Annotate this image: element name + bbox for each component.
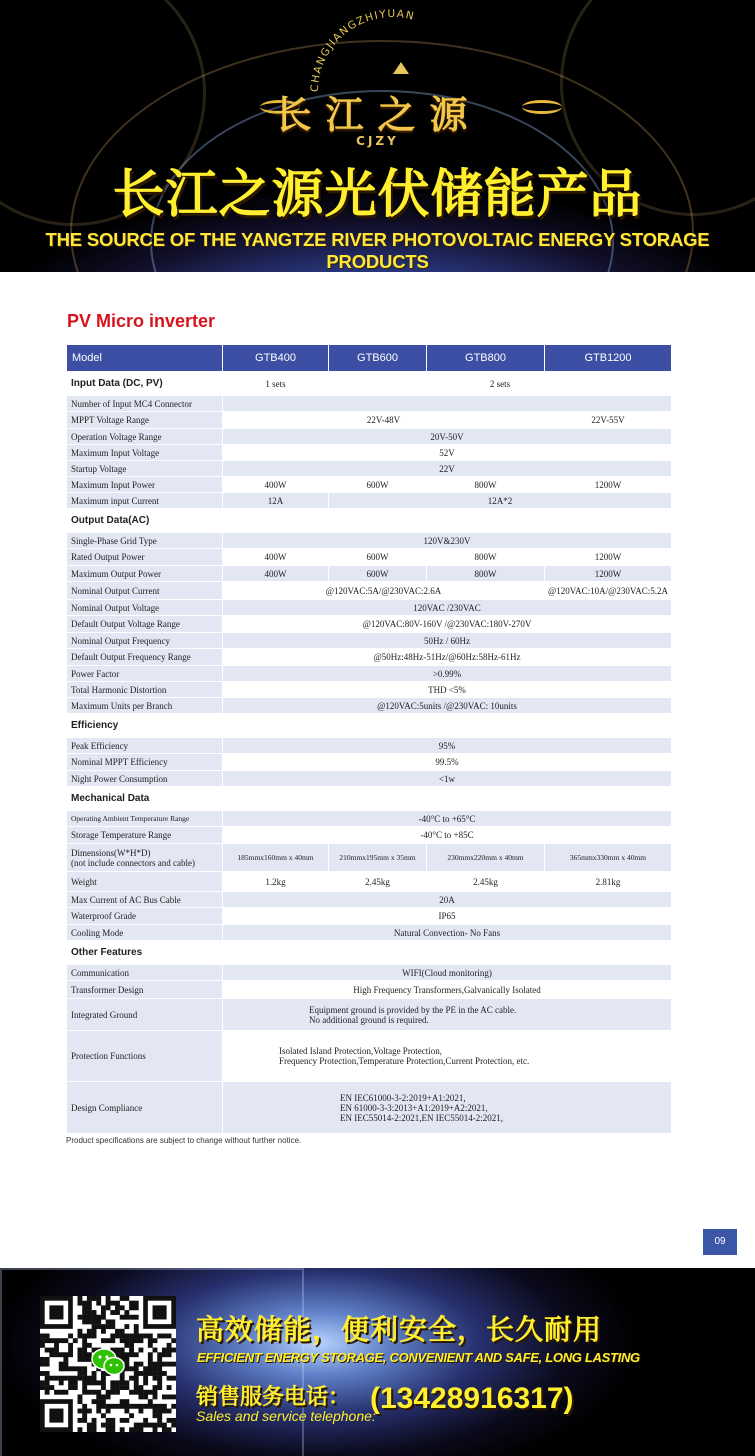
section-title: Mechanical Data: [67, 787, 223, 811]
qr-finder-square: [49, 1409, 63, 1423]
table-header-row: [67, 345, 672, 372]
row-label: Maximum Output Power: [67, 566, 223, 582]
table-row: [67, 649, 672, 666]
row-label: Storage Temperature Range: [67, 827, 223, 844]
row-label: Nominal Output Frequency: [67, 633, 223, 649]
footer-slogan-cn: 高效储能，便利安全，长久耐用: [196, 1313, 603, 1346]
section-title: Input Data (DC, PV): [67, 372, 223, 396]
row-label: Single-Phase Grid Type: [67, 533, 223, 549]
footer-banner: [0, 1268, 755, 1456]
table-row: [67, 477, 672, 493]
cell: 2.45kg: [427, 872, 545, 892]
cell: @120VAC:5A/@230VAC:2.6A: [223, 582, 545, 600]
cell: 800W: [427, 566, 545, 582]
cell: 22V-55V: [545, 412, 672, 429]
cell: 1200W: [545, 477, 672, 493]
table-row: [67, 600, 672, 616]
page-number: 09: [703, 1229, 737, 1255]
cell: 185mmx160mm x 40mm: [223, 844, 329, 872]
row-label: Transformer Design: [67, 981, 223, 999]
cell: @120VAC:80V-160V /@230VAC:180V-270V: [223, 616, 672, 633]
banner-title: 长江之源光伏储能产品: [112, 165, 643, 225]
row-label: Cooling Mode: [67, 925, 223, 941]
row-label: Weight: [67, 872, 223, 892]
row-label: Operation Voltage Range: [67, 429, 223, 445]
table-row: [67, 582, 672, 600]
row-label: Power Factor: [67, 666, 223, 682]
cell: 800W: [427, 549, 545, 566]
cell: 22V-48V: [223, 412, 545, 429]
row-label: MPPT Voltage Range: [67, 412, 223, 429]
model-gtb600: GTB600: [329, 345, 427, 372]
row-label: Maximum Input Voltage: [67, 445, 223, 461]
cell: [223, 509, 672, 533]
cell: 12A: [223, 493, 329, 509]
logo-arc-text: CHANGJIANGZHIYUAN: [308, 7, 417, 93]
row-label: Nominal MPPT Efficiency: [67, 754, 223, 771]
cell: 2.81kg: [545, 872, 672, 892]
page-title: PV Micro inverter: [67, 311, 216, 331]
model-gtb800: GTB800: [427, 345, 545, 372]
cell: 20A: [223, 892, 672, 908]
footer-phone-number: (13428916317): [370, 1382, 574, 1415]
model-header: Model: [67, 345, 223, 372]
cell: 1 sets: [223, 372, 329, 396]
table-row: [67, 872, 672, 892]
table-row: [67, 666, 672, 682]
cell: [223, 396, 672, 412]
table-row: [67, 566, 672, 582]
row-label: Peak Efficiency: [67, 738, 223, 754]
row-label: Design Compliance: [67, 1082, 223, 1134]
table-row: [67, 827, 672, 844]
table-row: [67, 981, 672, 999]
model-gtb1200: GTB1200: [545, 345, 672, 372]
section-row-output: [67, 509, 672, 533]
section-row-efficiency: [67, 714, 672, 738]
table-row: [67, 396, 672, 412]
cell: 400W: [223, 477, 329, 493]
cell: @50Hz:48Hz-51Hz/@60Hz:58Hz-61Hz: [223, 649, 672, 666]
banner-subtitle: THE SOURCE OF THE YANGTZE RIVER PHOTOVOLTAIC ENERGY STORAGE PRODUCTS: [45, 229, 710, 272]
cell: 400W: [223, 566, 329, 582]
table-row: [67, 682, 672, 698]
cell: >0.99%: [223, 666, 672, 682]
cell: -40°C to +65°C: [223, 811, 672, 827]
cell: 600W: [329, 477, 427, 493]
cell: IP65: [223, 908, 672, 925]
row-label: Maximum Input Power: [67, 477, 223, 493]
logo-initials: CJZY: [356, 134, 399, 148]
cell: [223, 714, 672, 738]
cell: -40°C to +85C: [223, 827, 672, 844]
footer-tel-label-en: Sales and service telephone:: [196, 1408, 376, 1424]
model-gtb400: GTB400: [223, 345, 329, 372]
table-row: [67, 1031, 672, 1082]
cell: @120VAC:10A/@230VAC:5.2A: [545, 582, 672, 600]
row-label: Rated Output Power: [67, 549, 223, 566]
cell: Isolated Island Protection,Voltage Protection, Frequency Protection,Temperature Protection,Current Protection, etc.: [223, 1031, 672, 1082]
cell: 52V: [223, 445, 672, 461]
table-row: [67, 533, 672, 549]
table-row: [67, 999, 672, 1031]
qr-code: [40, 1296, 176, 1432]
row-label: Communication: [67, 965, 223, 981]
row-label: Maximum input Current: [67, 493, 223, 509]
svg-text:CHANGJIANGZHIYUAN: [309, 8, 416, 92]
cell: 50Hz / 60Hz: [223, 633, 672, 649]
cell: 12A*2: [329, 493, 672, 509]
cell: 99.5%: [223, 754, 672, 771]
cell: [223, 941, 672, 965]
cell: @120VAC:5units /@230VAC: 10units: [223, 698, 672, 714]
cell: Equipment ground is provided by the PE in the AC cable. No additional ground is required.: [223, 999, 672, 1031]
table-row: [67, 616, 672, 633]
wechat-icon: [90, 1346, 126, 1378]
table-row: [67, 461, 672, 477]
cell: 365mmx330mm x 40mm: [545, 844, 672, 872]
section-title: Other Features: [67, 941, 223, 965]
cell: 2.45kg: [329, 872, 427, 892]
footer-tel-label-cn: 销售服务电话：: [196, 1385, 351, 1410]
row-label: Nominal Output Current: [67, 582, 223, 600]
row-label: Default Output Voltage Range: [67, 616, 223, 633]
cell: 400W: [223, 549, 329, 566]
qr-finder-square: [153, 1305, 167, 1319]
cell: 20V-50V: [223, 429, 672, 445]
footer-slogan-en: EFFICIENT ENERGY STORAGE, CONVENIENT AND SAFE, LONG LASTING: [197, 1350, 640, 1365]
logo-text: 长江之源: [273, 92, 482, 137]
cell: High Frequency Transformers,Galvanically Isolated: [223, 981, 672, 999]
table-row: [67, 844, 672, 872]
table-row: [67, 892, 672, 908]
row-label: Maximum Units per Branch: [67, 698, 223, 714]
row-label: Night Power Consumption: [67, 771, 223, 787]
cell: 210mmx195mm x 35mm: [329, 844, 427, 872]
table-row: [67, 965, 672, 981]
disclaimer-note: Product specifications are subject to change without further notice.: [66, 1136, 302, 1145]
logo-mountain-icon: [393, 62, 409, 74]
table-row: [67, 771, 672, 787]
table-row: [67, 754, 672, 771]
row-label: Startup Voltage: [67, 461, 223, 477]
row-label: Number of Input MC4 Connector: [67, 396, 223, 412]
row-label: Protection Functions: [67, 1031, 223, 1082]
cell: 1200W: [545, 566, 672, 582]
table-row: [67, 925, 672, 941]
row-label: Total Harmonic Distortion: [67, 682, 223, 698]
table-row: [67, 698, 672, 714]
cell: 1200W: [545, 549, 672, 566]
cell: 1.2kg: [223, 872, 329, 892]
table-row: [67, 549, 672, 566]
row-label: Integrated Ground: [67, 999, 223, 1031]
cell: 600W: [329, 566, 427, 582]
cell: WIFI(Cloud monitoring): [223, 965, 672, 981]
spec-table: [66, 344, 672, 1134]
cell: 2 sets: [329, 372, 672, 396]
row-label: Dimensions(W*H*D) (not include connectors and cable): [67, 844, 223, 872]
section-row-input: [67, 372, 672, 396]
header-banner: [0, 0, 755, 272]
row-label: Operating Ambient Temperature Range: [67, 811, 223, 827]
table-row: [67, 633, 672, 649]
cell: [223, 787, 672, 811]
cell: 230mmx220mm x 40mm: [427, 844, 545, 872]
row-label: Nominal Output Voltage: [67, 600, 223, 616]
table-row: [67, 493, 672, 509]
cell: 120VAC /230VAC: [223, 600, 672, 616]
cell: Natural Convection- No Fans: [223, 925, 672, 941]
table-row: [67, 429, 672, 445]
row-label: Max Current of AC Bus Cable: [67, 892, 223, 908]
cell: <1w: [223, 771, 672, 787]
section-row-mechanical: [67, 787, 672, 811]
section-title: Efficiency: [67, 714, 223, 738]
cell: 800W: [427, 477, 545, 493]
cell: 120V&230V: [223, 533, 672, 549]
cell: 22V: [223, 461, 672, 477]
qr-finder-square: [49, 1305, 63, 1319]
row-label: Waterproof Grade: [67, 908, 223, 925]
row-label: Default Output Frequency Range: [67, 649, 223, 666]
cell: THD <5%: [223, 682, 672, 698]
table-row: [67, 811, 672, 827]
table-row: [67, 1082, 672, 1134]
cell: 600W: [329, 549, 427, 566]
section-row-other: [67, 941, 672, 965]
section-title: Output Data(AC): [67, 509, 223, 533]
table-row: [67, 412, 672, 429]
cell: 95%: [223, 738, 672, 754]
table-row: [67, 445, 672, 461]
table-row: [67, 908, 672, 925]
cell: EN IEC61000-3-2:2019+A1:2021, EN 61000-3-3:2013+A1:2019+A2:2021, EN IEC55014-2:2021,EN IEC55014-2:2021,: [223, 1082, 672, 1134]
table-row: [67, 738, 672, 754]
